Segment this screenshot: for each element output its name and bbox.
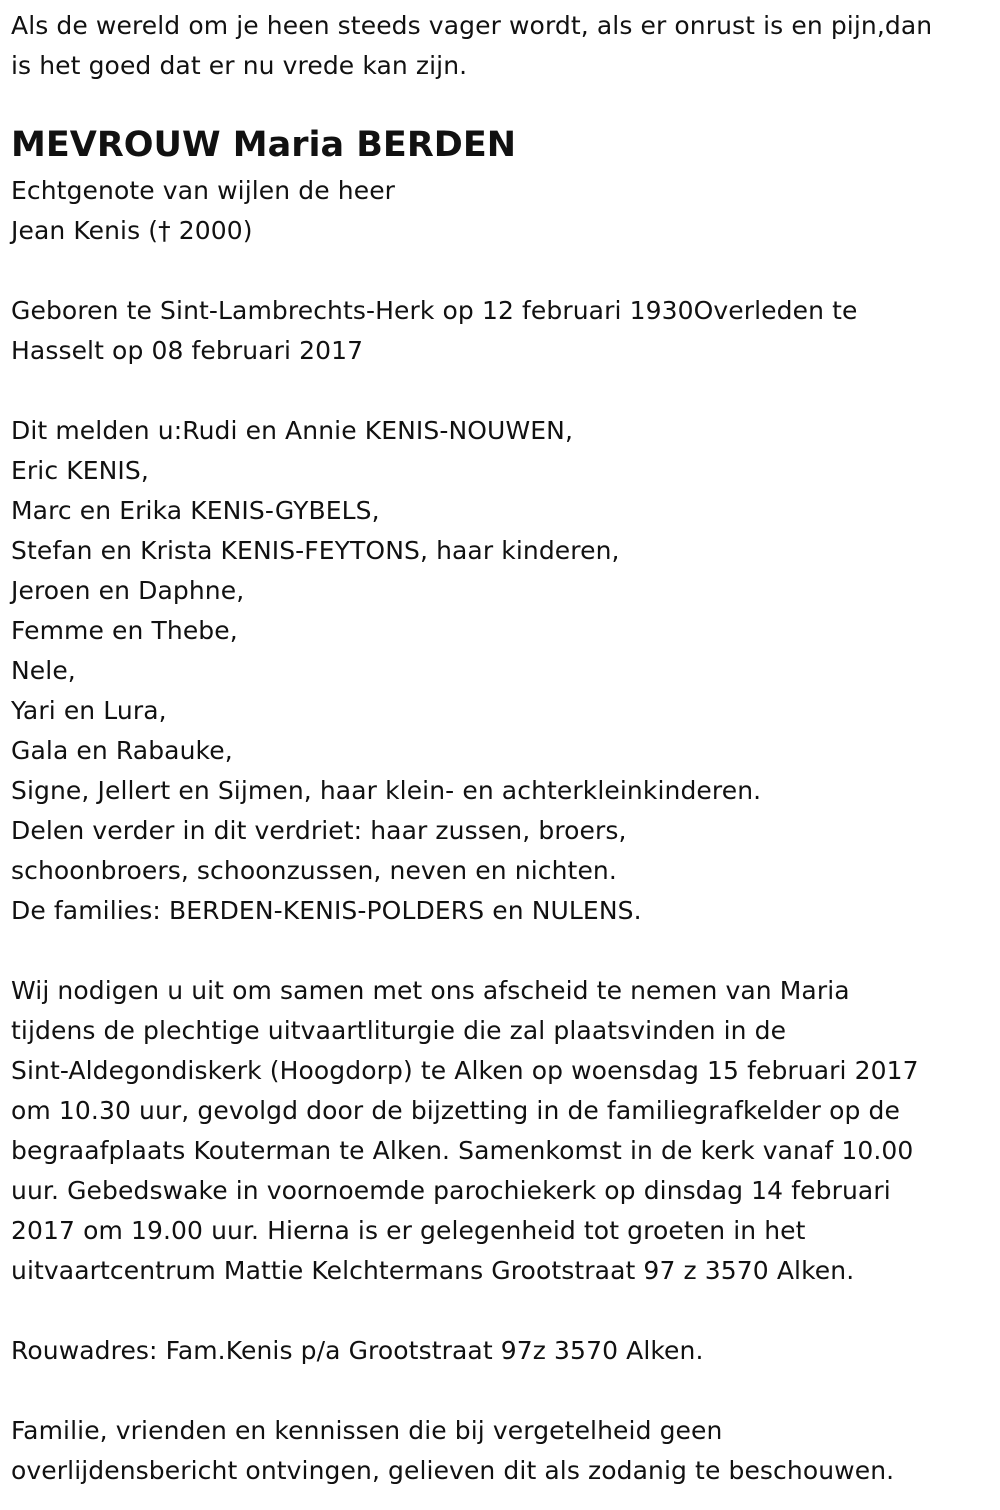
birth-death-line-1: Geboren te Sint-Lambrechts-Herk op 12 februari 1930Overleden te [11, 296, 858, 325]
spacer [11, 1371, 991, 1411]
ceremony-line: tijdens de plechtige uitvaartliturgie die zal plaatsvinden in de [11, 1016, 787, 1045]
spacer [11, 251, 991, 291]
announcer-line: Stefan en Krista KENIS-FEYTONS, haar kinderen, [11, 536, 620, 565]
ceremony-line: om 10.30 uur, gevolgd door de bijzetting in de familiegrafkelder op de [11, 1096, 900, 1125]
intro-line-1: Als de wereld om je heen steeds vager wordt, als er onrust is en pijn,dan [11, 11, 933, 40]
spouse-death-year: 2000) [170, 216, 253, 245]
announcer-line: Nele, [11, 656, 76, 685]
spacer [11, 1291, 991, 1331]
ceremony-line: 2017 om 19.00 uur. Hierna is er gelegenheid tot groeten in het [11, 1216, 806, 1245]
announcer-line: Marc en Erika KENIS-GYBELS, [11, 496, 380, 525]
closing-line-2: overlijdensbericht ontvingen, gelieven dit als zodanig te beschouwen. [11, 1456, 895, 1485]
announcer-line: Yari en Lura, [11, 696, 167, 725]
deceased-name: MEVROUW Maria BERDEN [11, 125, 517, 165]
intro-verse [11, 6, 991, 86]
announcer-line: schoonbroers, schoonzussen, neven en nichten. [11, 856, 617, 885]
birth-death-line-2: Hasselt op 08 februari 2017 [11, 336, 364, 365]
cross-icon: † [158, 216, 171, 245]
announcer-line: Signe, Jellert en Sijmen, haar klein- en achterkleinkinderen. [11, 776, 762, 805]
spouse-info [11, 171, 991, 251]
announcer-line: Jeroen en Daphne, [11, 576, 245, 605]
announcer-line: Gala en Rabauke, [11, 736, 233, 765]
spacer [11, 931, 991, 971]
announcers-list [11, 411, 991, 931]
closing-line-1: Familie, vrienden en kennissen die bij vergetelheid geen [11, 1416, 723, 1445]
ceremony-line: uur. Gebedswake in voornoemde parochiekerk op dinsdag 14 februari [11, 1176, 891, 1205]
mourning-address [11, 1331, 991, 1371]
ceremony-info [11, 971, 991, 1291]
obituary-document [11, 0, 991, 1491]
announcer-line: Dit melden u:Rudi en Annie KENIS-NOUWEN, [11, 416, 574, 445]
announcer-line: Delen verder in dit verdriet: haar zussen, broers, [11, 816, 627, 845]
ceremony-line: uitvaartcentrum Mattie Kelchtermans Grootstraat 97 z 3570 Alken. [11, 1256, 855, 1285]
announcer-line: Eric KENIS, [11, 456, 149, 485]
spouse-line-1: Echtgenote van wijlen de heer [11, 176, 396, 205]
ceremony-line: begraafplaats Kouterman te Alken. Samenkomst in de kerk vanaf 10.00 [11, 1136, 914, 1165]
spouse-line-2 [11, 211, 991, 251]
birth-death-info [11, 291, 991, 371]
announcer-line: Femme en Thebe, [11, 616, 238, 645]
ceremony-line: Wij nodigen u uit om samen met ons afscheid te nemen van Maria [11, 976, 850, 1005]
address-line: Rouwadres: Fam.Kenis p/a Grootstraat 97z 3570 Alken. [11, 1336, 704, 1365]
closing-note [11, 1411, 991, 1491]
spacer [11, 371, 991, 411]
ceremony-line: Sint-Aldegondiskerk (Hoogdorp) te Alken op woensdag 15 februari 2017 [11, 1056, 919, 1085]
intro-line-2: is het goed dat er nu vrede kan zijn. [11, 51, 468, 80]
announcer-line: De families: BERDEN-KENIS-POLDERS en NULENS. [11, 896, 642, 925]
spouse-name: Jean Kenis ( [11, 216, 159, 245]
